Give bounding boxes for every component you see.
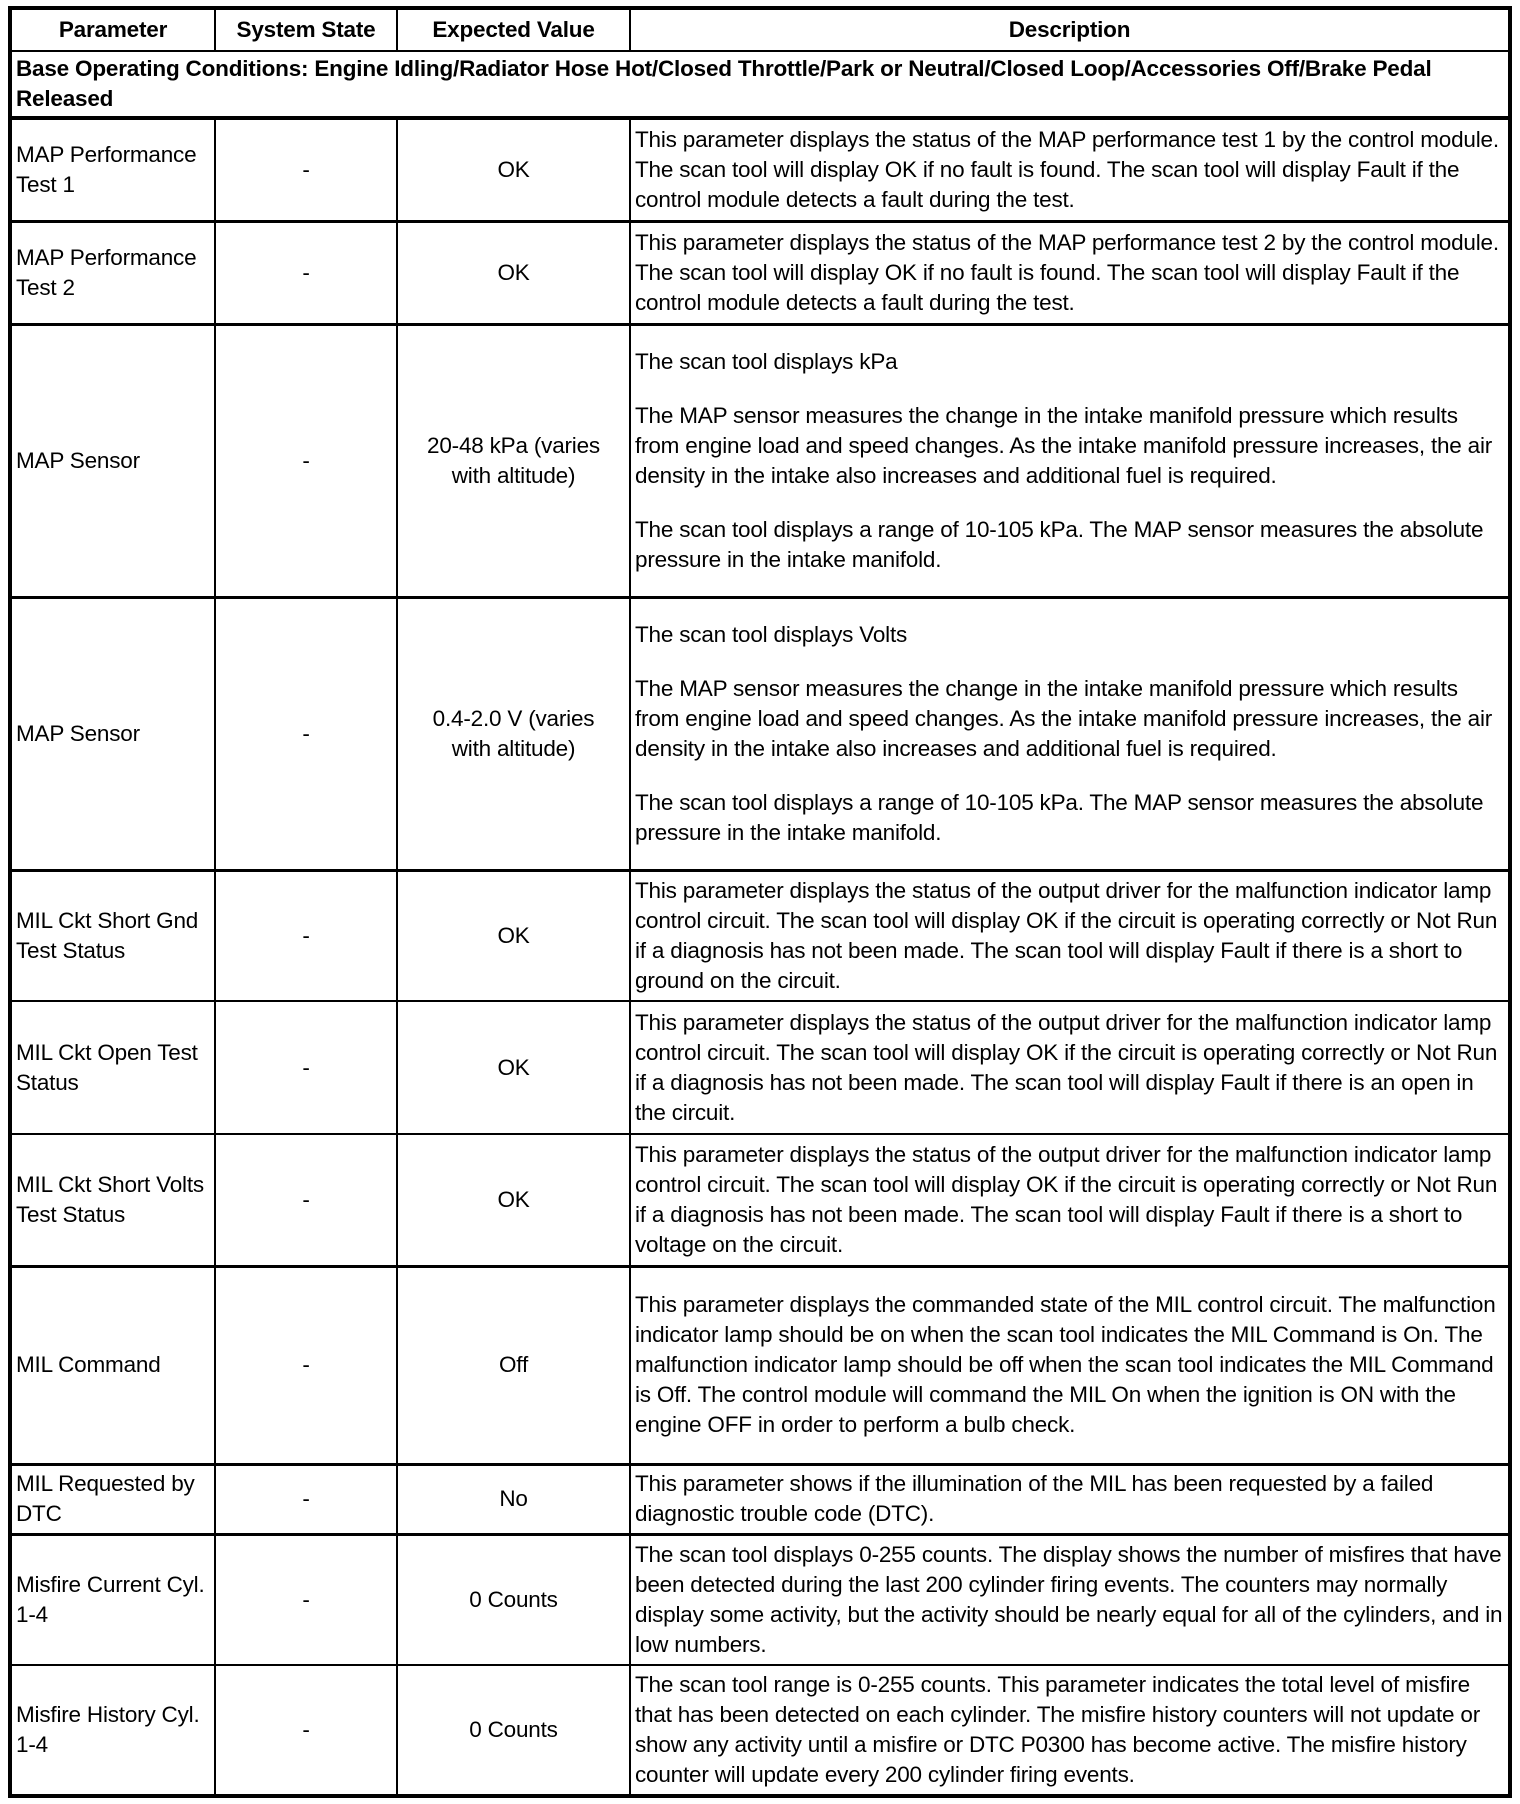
expected-value-cell: 0 Counts <box>397 1534 630 1665</box>
parameter-cell: Misfire History Cyl. 1-4 <box>10 1665 215 1796</box>
description-paragraph: This parameter shows if the illumination of the MIL has been requested by a failed diagnostic trouble code (DTC). <box>635 1471 1434 1526</box>
header-description: Description <box>630 8 1510 51</box>
parameter-cell: MAP Sensor <box>10 597 215 870</box>
description-paragraph: This parameter displays the status of the output driver for the malfunction indicator lamp control circuit. The scan tool will display OK if the circuit is operating correctly or Not Run if a diagnosis has not been made. The scan tool will display Fault if there is a short to voltage on the circuit. <box>635 1141 1498 1257</box>
system-state-cell: - <box>215 1534 397 1665</box>
table-row <box>10 1266 1510 1464</box>
system-state-cell: - <box>215 597 397 870</box>
table-row <box>10 1001 1510 1134</box>
table-row <box>10 118 1510 221</box>
parameter-cell: MIL Ckt Short Volts Test Status <box>10 1134 215 1266</box>
description-paragraph: The scan tool range is 0-255 counts. This parameter indicates the total level of misfire that has been detected on each cylinder. The misfire history counters will not update or show any activity until a misfire or DTC P0300 has become active. The misfire history counter will update every 200 cylinder firing events. <box>635 1672 1480 1787</box>
header-parameter: Parameter <box>10 8 215 51</box>
description-cell <box>630 1001 1510 1134</box>
description-paragraph: The scan tool displays kPa <box>635 348 898 374</box>
description-paragraph: The scan tool displays 0-255 counts. The display shows the number of misfires that have been detected during the last 200 cylinder firing events. The counters may normally display some activity, but the activity should be nearly equal for all of the cylinders, and in low numbers. <box>635 1541 1503 1657</box>
operating-conditions: Base Operating Conditions: Engine Idling/Radiator Hose Hot/Closed Throttle/Park or Neutral/Closed Loop/Accessories Off/Brake Pedal Released <box>10 51 1510 118</box>
system-state-cell: - <box>215 221 397 324</box>
header-expected-value: Expected Value <box>397 8 630 51</box>
parameter-cell: Misfire Current Cyl. 1-4 <box>10 1534 215 1665</box>
parameter-cell: MAP Performance Test 2 <box>10 221 215 324</box>
system-state-cell: - <box>215 870 397 1001</box>
description-paragraph: This parameter displays the commanded state of the MIL control circuit. The malfunction indicator lamp should be on when the scan tool indicates the MIL Command is On. The malfunction indicator lamp should be off when the scan tool indicates the MIL Command is Off. The control module will command the MIL On when the ignition is ON with the engine OFF in order to perform a bulb check. <box>635 1292 1496 1437</box>
description-paragraph: The scan tool displays a range of 10-105 kPa. The MAP sensor measures the absolute pressure in the intake manifold. <box>635 789 1484 845</box>
description-cell <box>630 1534 1510 1665</box>
description-paragraph: The MAP sensor measures the change in the intake manifold pressure which results from engine load and speed changes. As the intake manifold pressure increases, the air density in the intake also increases and additional fuel is required. <box>635 402 1493 488</box>
description-cell <box>630 324 1510 597</box>
parameter-cell: MIL Command <box>10 1266 215 1464</box>
table-row <box>10 870 1510 1001</box>
expected-value-cell: OK <box>397 221 630 324</box>
expected-value-cell: 0 Counts <box>397 1665 630 1796</box>
description-paragraph: The scan tool displays Volts <box>635 621 908 647</box>
table-row <box>10 1665 1510 1796</box>
expected-value-cell: 20-48 kPa (varies with altitude) <box>397 324 630 597</box>
description-cell <box>630 1134 1510 1266</box>
expected-value-cell: OK <box>397 118 630 221</box>
expected-value-cell: 0.4-2.0 V (varies with altitude) <box>397 597 630 870</box>
description-cell <box>630 597 1510 870</box>
description-paragraph: This parameter displays the status of the output driver for the malfunction indicator lamp control circuit. The scan tool will display OK if the circuit is operating correctly or Not Run if a diagnosis has not been made. The scan tool will display Fault if there is a short to ground on the circuit. <box>635 877 1498 993</box>
description-paragraph: This parameter displays the status of the output driver for the malfunction indicator lamp control circuit. The scan tool will display OK if the circuit is operating correctly or Not Run if a diagnosis has not been made. The scan tool will display Fault if there is an open in the circuit. <box>635 1009 1498 1125</box>
description-cell <box>630 118 1510 221</box>
parameter-cell: MIL Ckt Open Test Status <box>10 1001 215 1134</box>
system-state-cell: - <box>215 1464 397 1534</box>
description-cell <box>630 1464 1510 1534</box>
table-row <box>10 1534 1510 1665</box>
parameter-cell: MAP Performance Test 1 <box>10 118 215 221</box>
table-row <box>10 1134 1510 1266</box>
expected-value-cell: Off <box>397 1266 630 1464</box>
description-cell <box>630 221 1510 324</box>
system-state-cell: - <box>215 1001 397 1134</box>
expected-value-cell: OK <box>397 870 630 1001</box>
description-paragraph: This parameter displays the status of the MAP performance test 1 by the control module. The scan tool will display OK if no fault is found. The scan tool will display Fault if the control module detects a fault during the test. <box>635 126 1499 212</box>
table-row <box>10 597 1510 870</box>
system-state-cell: - <box>215 324 397 597</box>
expected-value-cell: No <box>397 1464 630 1534</box>
header-system-state: System State <box>215 8 397 51</box>
description-cell <box>630 1266 1510 1464</box>
table-row <box>10 221 1510 324</box>
description-cell <box>630 1665 1510 1796</box>
description-paragraph: This parameter displays the status of the MAP performance test 2 by the control module. The scan tool will display OK if no fault is found. The scan tool will display Fault if the control module detects a fault during the test. <box>635 229 1499 315</box>
table-header-row <box>10 8 1510 51</box>
parameter-cell: MIL Ckt Short Gnd Test Status <box>10 870 215 1001</box>
parameter-cell: MAP Sensor <box>10 324 215 597</box>
system-state-cell: - <box>215 1266 397 1464</box>
scan-tool-data-table <box>8 6 1512 1798</box>
table-row <box>10 324 1510 597</box>
system-state-cell: - <box>215 1665 397 1796</box>
system-state-cell: - <box>215 118 397 221</box>
expected-value-cell: OK <box>397 1001 630 1134</box>
table-row <box>10 1464 1510 1534</box>
description-paragraph: The MAP sensor measures the change in the intake manifold pressure which results from engine load and speed changes. As the intake manifold pressure increases, the air density in the intake also increases and additional fuel is required. <box>635 675 1493 761</box>
expected-value-cell: OK <box>397 1134 630 1266</box>
system-state-cell: - <box>215 1134 397 1266</box>
operating-conditions-row <box>10 51 1510 118</box>
parameter-cell: MIL Requested by DTC <box>10 1464 215 1534</box>
description-paragraph: The scan tool displays a range of 10-105 kPa. The MAP sensor measures the absolute pressure in the intake manifold. <box>635 516 1484 572</box>
description-cell <box>630 870 1510 1001</box>
